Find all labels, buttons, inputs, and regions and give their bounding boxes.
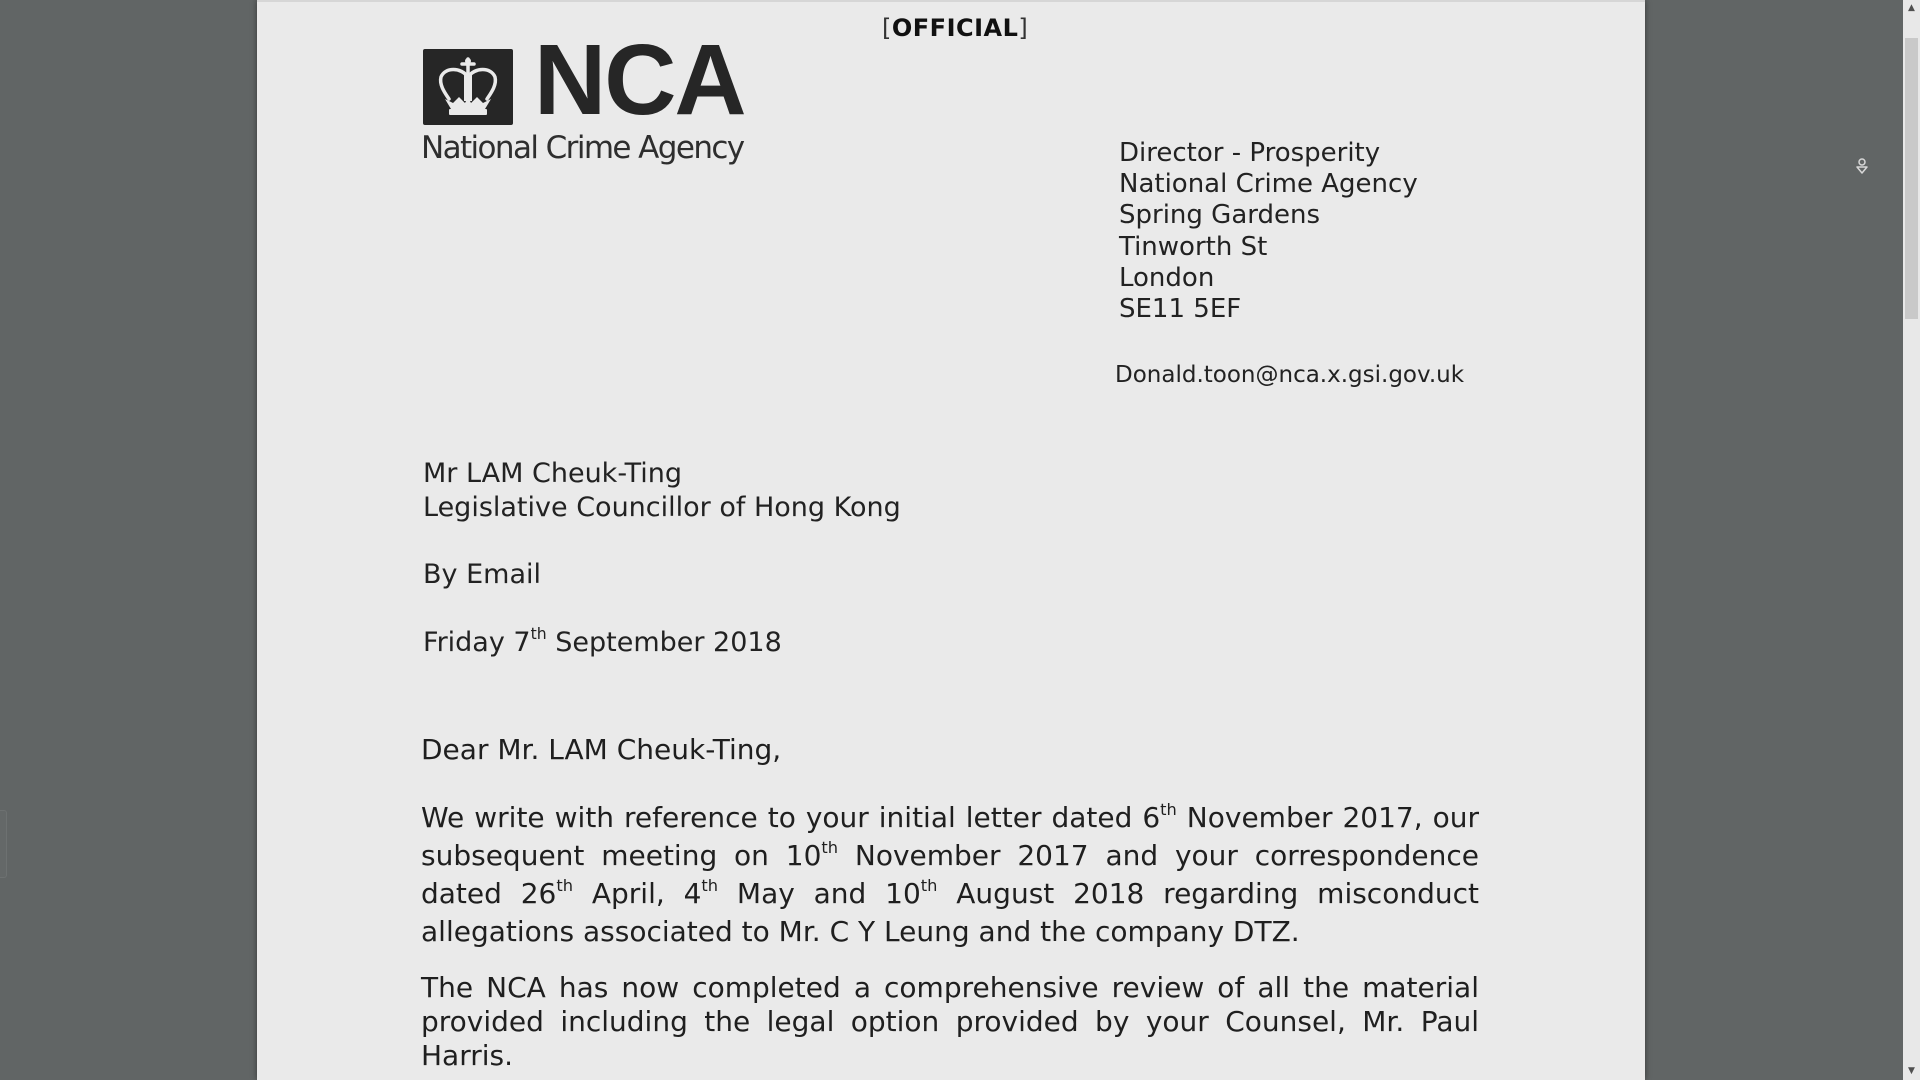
cursor-marker-icon xyxy=(1854,157,1870,175)
address-line: Director - Prosperity xyxy=(1119,138,1381,168)
crown-icon xyxy=(423,49,513,125)
address-line: Tinworth St xyxy=(1119,231,1268,262)
letter-date xyxy=(423,624,782,658)
recipient-name: Mr LAM Cheuk-Ting xyxy=(423,458,682,489)
classification-label: OFFICIAL xyxy=(891,14,1019,42)
paragraph-line xyxy=(421,801,1479,839)
paragraph-line xyxy=(421,839,1479,877)
address-line: Spring Gardens xyxy=(1119,200,1321,231)
scroll-up-icon[interactable]: ▲ xyxy=(1908,3,1915,13)
date-prefix: Friday 7 xyxy=(423,627,531,658)
ordinal: th xyxy=(1160,799,1177,819)
text-run: November 2017 and your correspondence xyxy=(838,839,1479,872)
sender-email: Donald.toon@nca.x.gsi.gov.uk xyxy=(1115,362,1465,388)
delivery-method: By Email xyxy=(423,559,541,590)
sidebar-toggle-tab[interactable] xyxy=(0,810,7,878)
address-line: National Crime Agency xyxy=(1119,169,1418,200)
text-run: August 2018 regarding misconduct xyxy=(937,877,1479,910)
sender-address xyxy=(1119,138,1418,325)
bracket-close: ] xyxy=(1018,14,1029,42)
bracket-open: [ xyxy=(882,14,892,42)
body-paragraph-1 xyxy=(421,801,1479,949)
scroll-down-icon[interactable]: ▼ xyxy=(1908,1066,1915,1076)
logo-wordmark: NCA xyxy=(534,24,745,136)
text-run: allegations associated to Mr. C Y Leung and the company DTZ. xyxy=(421,915,1300,948)
text-run: dated 26 xyxy=(421,877,557,910)
text-run: We write with reference to your initial letter dated 6 xyxy=(421,801,1161,834)
text-run: subsequent meeting on 10 xyxy=(421,839,822,872)
logo-subtitle: National Crime Agency xyxy=(421,130,744,166)
date-ordinal: th xyxy=(530,624,547,644)
classification-header xyxy=(882,14,1028,42)
text-run: May and 10 xyxy=(718,877,921,910)
ordinal: th xyxy=(556,875,574,895)
text-run: April, 4 xyxy=(573,877,702,910)
address-line: London xyxy=(1119,262,1215,293)
date-suffix: September 2018 xyxy=(546,627,782,658)
ordinal: th xyxy=(701,875,719,895)
address-line: SE11 5EF xyxy=(1119,294,1242,325)
document-page xyxy=(257,0,1645,1080)
paragraph-line xyxy=(421,877,1479,915)
paragraph-line: provided including the legal option provided by your Counsel, Mr. Paul xyxy=(421,1005,1479,1038)
body-paragraph-2 xyxy=(421,971,1479,1073)
ordinal: th xyxy=(821,837,839,857)
recipient-title: Legislative Councillor of Hong Kong xyxy=(423,492,901,523)
salutation: Dear Mr. LAM Cheuk-Ting, xyxy=(421,733,782,766)
text-run: November 2017, our xyxy=(1176,801,1479,834)
scrollbar-thumb[interactable] xyxy=(1905,38,1918,319)
recipient-block xyxy=(423,457,901,525)
ordinal: th xyxy=(920,875,938,895)
paragraph-line: Harris. xyxy=(421,1039,514,1072)
paragraph-line: The NCA has now completed a comprehensive review of all the material xyxy=(421,971,1479,1004)
paragraph-line xyxy=(421,915,1479,949)
vertical-scrollbar[interactable] xyxy=(1903,0,1920,1080)
